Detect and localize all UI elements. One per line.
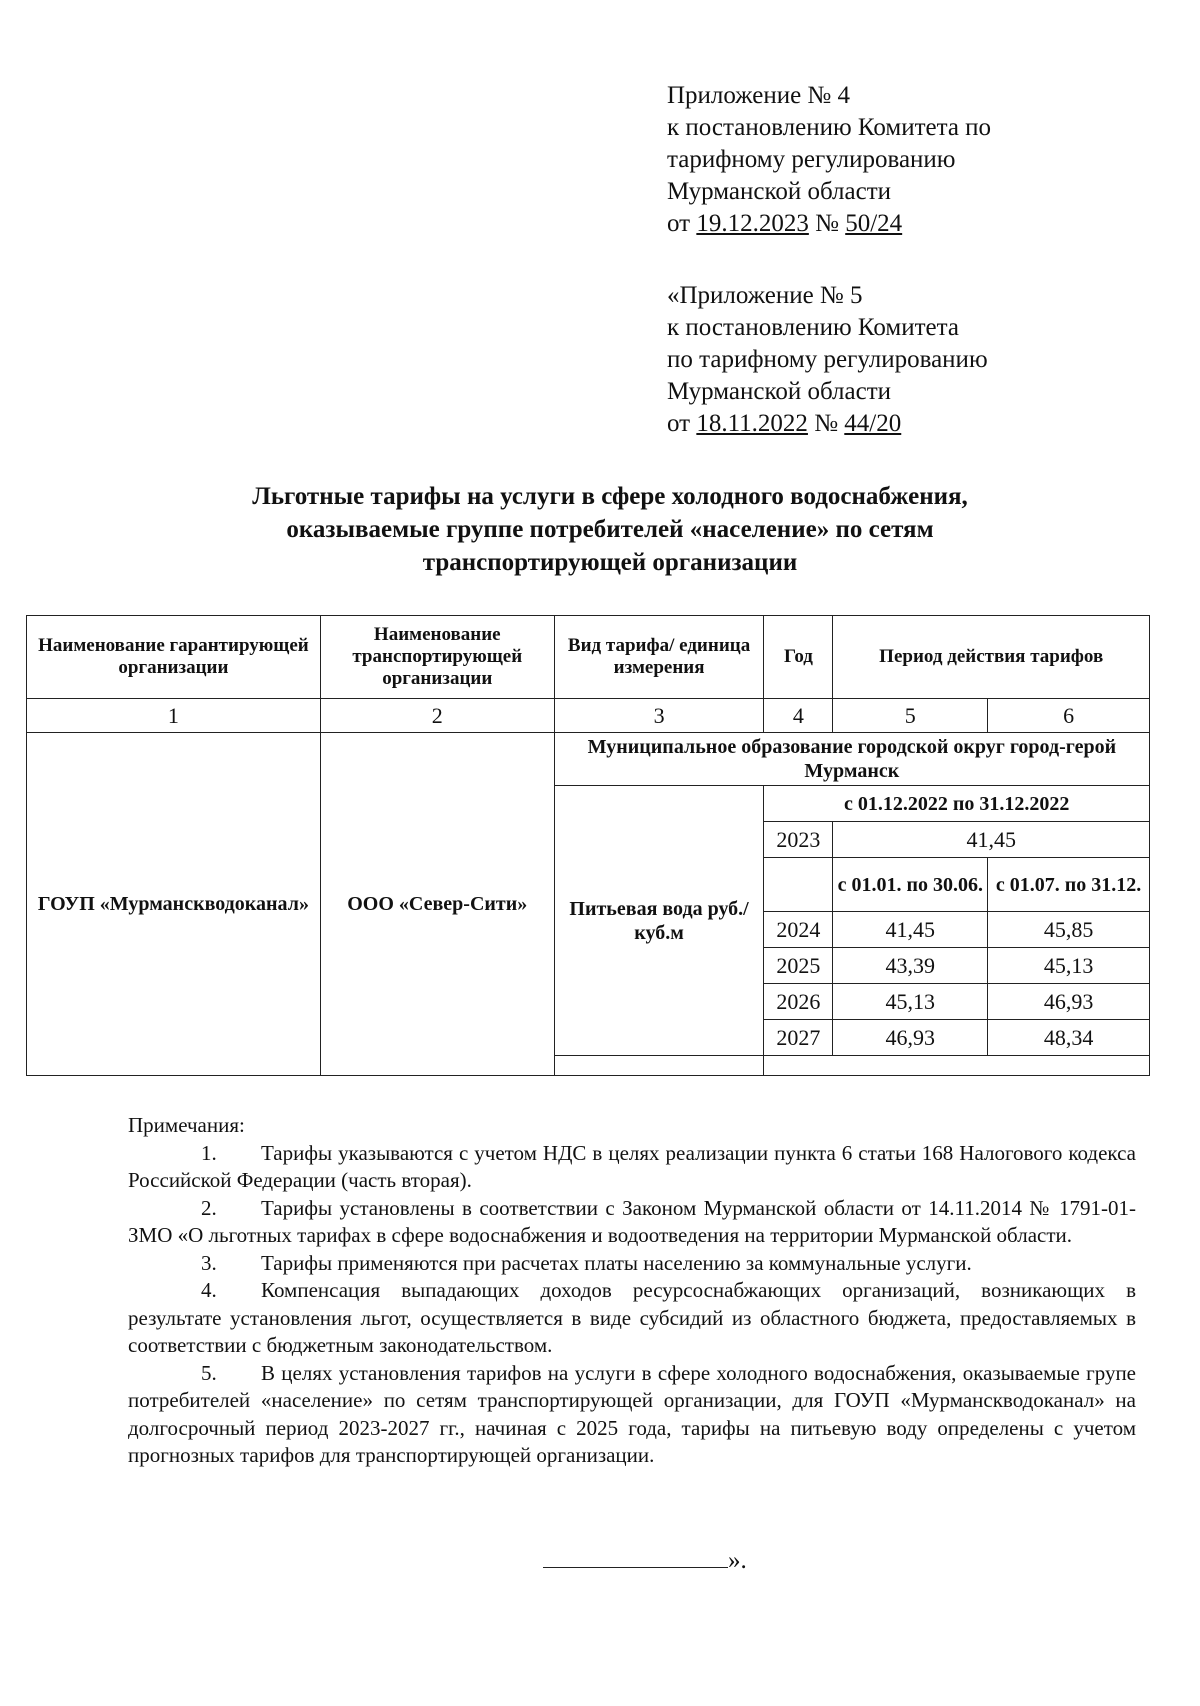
appendix-line: по тарифному регулированию [667, 346, 988, 373]
note-text: Тарифы установлены в соответствии с Законом Мурманской области от 14.11.2014 № 1791-01-ЗМО «О льготных тарифах в сфере водоснабжения и водоотведения на территории Мурманской области. [128, 1195, 1136, 1247]
title-line: оказываемые группе потребителей «население» по сетям [286, 516, 934, 543]
note-number: 1. [201, 1140, 217, 1165]
year-cell: 2024 [764, 912, 833, 948]
header-period: Период действия тарифов [833, 616, 1150, 699]
column-number: 2 [320, 699, 554, 733]
year-cell: 2027 [764, 1020, 833, 1056]
appendix-header-previous [667, 280, 988, 440]
appendix-date-line [667, 408, 988, 440]
closing-quote: ». [728, 1547, 747, 1574]
note-item [128, 1277, 1136, 1360]
empty-year-cell [764, 858, 833, 912]
table-filler-cell [764, 1056, 1150, 1076]
document-title [110, 480, 1110, 579]
tariff-table [26, 615, 1150, 1076]
note-text: Тарифы применяются при расчетах платы населению за коммунальные услуги. [261, 1250, 972, 1275]
tariff-value-cell: 48,34 [988, 1020, 1150, 1056]
table-filler-cell [554, 1056, 764, 1076]
closing-underline [543, 1545, 728, 1568]
notes-section [128, 1112, 1136, 1470]
title-line: Льготные тарифы на услуги в сфере холодного водоснабжения, [252, 483, 968, 510]
header-tariff-type: Вид тарифа/ единица измерения [554, 616, 764, 699]
column-number: 5 [833, 699, 988, 733]
number-prefix: № [808, 210, 846, 237]
note-text: В целях установления тарифов на услуги в сфере холодного водоснабжения, оказываемые групе потребителей «население» по сетям транспортирующей организации, для ГОУП «Мурманскводоканал» на долгосрочный период 2023-2027 гг., начиная с 2025 года, тарифы на питьевую воду определены с учетом прогнозных тарифов для транспортирующей организации. [128, 1360, 1136, 1467]
appendix-line: Мурманской области [667, 178, 892, 205]
appendix-line: «Приложение № 5 [667, 282, 863, 309]
date-prefix: от [667, 410, 697, 437]
note-number: 5. [201, 1360, 217, 1385]
header-guaranteeing-org: Наименование гарантирующей организации [27, 616, 321, 699]
tariff-value-cell: 41,45 [833, 822, 1150, 858]
notes-heading: Примечания: [128, 1113, 245, 1137]
appendix-date: 19.12.2023 [696, 210, 809, 237]
note-item [128, 1360, 1136, 1470]
tariff-value-cell: 45,13 [988, 948, 1150, 984]
title-line: транспортирующей организации [422, 549, 798, 576]
half-year-header-first: с 01.01. по 30.06. [833, 858, 988, 912]
tariff-value-cell: 46,93 [988, 984, 1150, 1020]
appendix-date-line [667, 208, 991, 240]
appendix-number: 50/24 [845, 210, 903, 237]
note-number: 4. [201, 1278, 217, 1302]
guaranteeing-org-cell: ГОУП «Мурманскводоканал» [27, 733, 321, 1076]
note-item [128, 1250, 1136, 1278]
appendix-header-current [667, 80, 991, 240]
column-number: 3 [554, 699, 764, 733]
header-year: Год [764, 616, 833, 699]
tariff-type-cell: Питьевая вода руб./куб.м [554, 786, 764, 1056]
tariff-value-cell: 45,13 [833, 984, 988, 1020]
tariff-value-cell: 46,93 [833, 1020, 988, 1056]
appendix-line: тарифному регулированию [667, 146, 956, 173]
note-text: Компенсация выпадающих доходов ресурсоснабжающих организаций, возникающих в результате установления льгот, осуществляется в виде субсидий из областного бюджета, предоставляемых в соответствии с бюджетным законодательством. [128, 1278, 1136, 1357]
header-transport-org: Наименование транспортирующей организации [320, 616, 554, 699]
appendix-date: 18.11.2022 [696, 410, 808, 437]
transport-org-cell: ООО «Север-Сити» [320, 733, 554, 1076]
note-number: 3. [201, 1250, 217, 1275]
tariff-value-cell: 41,45 [833, 912, 988, 948]
appendix-number: 44/20 [844, 410, 902, 437]
date-prefix: от [667, 210, 697, 237]
year-cell: 2023 [764, 822, 833, 858]
closing-mark [543, 1545, 747, 1575]
column-number: 1 [27, 699, 321, 733]
note-item [128, 1195, 1136, 1250]
appendix-line: к постановлению Комитета [667, 314, 959, 341]
number-prefix: № [807, 410, 845, 437]
municipality-cell: Муниципальное образование городской округ город-герой Мурманск [554, 733, 1149, 786]
note-text: Тарифы указываются с учетом НДС в целях реализации пункта 6 статьи 168 Налогового кодекса Российской Федерации (часть вторая). [128, 1140, 1136, 1192]
appendix-line: Приложение № 4 [667, 82, 851, 109]
column-number: 4 [764, 699, 833, 733]
year-cell: 2025 [764, 948, 833, 984]
half-year-header-second: с 01.07. по 31.12. [988, 858, 1150, 912]
note-number: 2. [201, 1195, 217, 1220]
period-2022-cell: с 01.12.2022 по 31.12.2022 [764, 786, 1150, 822]
year-cell: 2026 [764, 984, 833, 1020]
appendix-line: Мурманской области [667, 378, 892, 405]
note-item [128, 1140, 1136, 1195]
appendix-line: к постановлению Комитета по [667, 114, 992, 141]
column-number: 6 [988, 699, 1150, 733]
tariff-value-cell: 45,85 [988, 912, 1150, 948]
tariff-value-cell: 43,39 [833, 948, 988, 984]
